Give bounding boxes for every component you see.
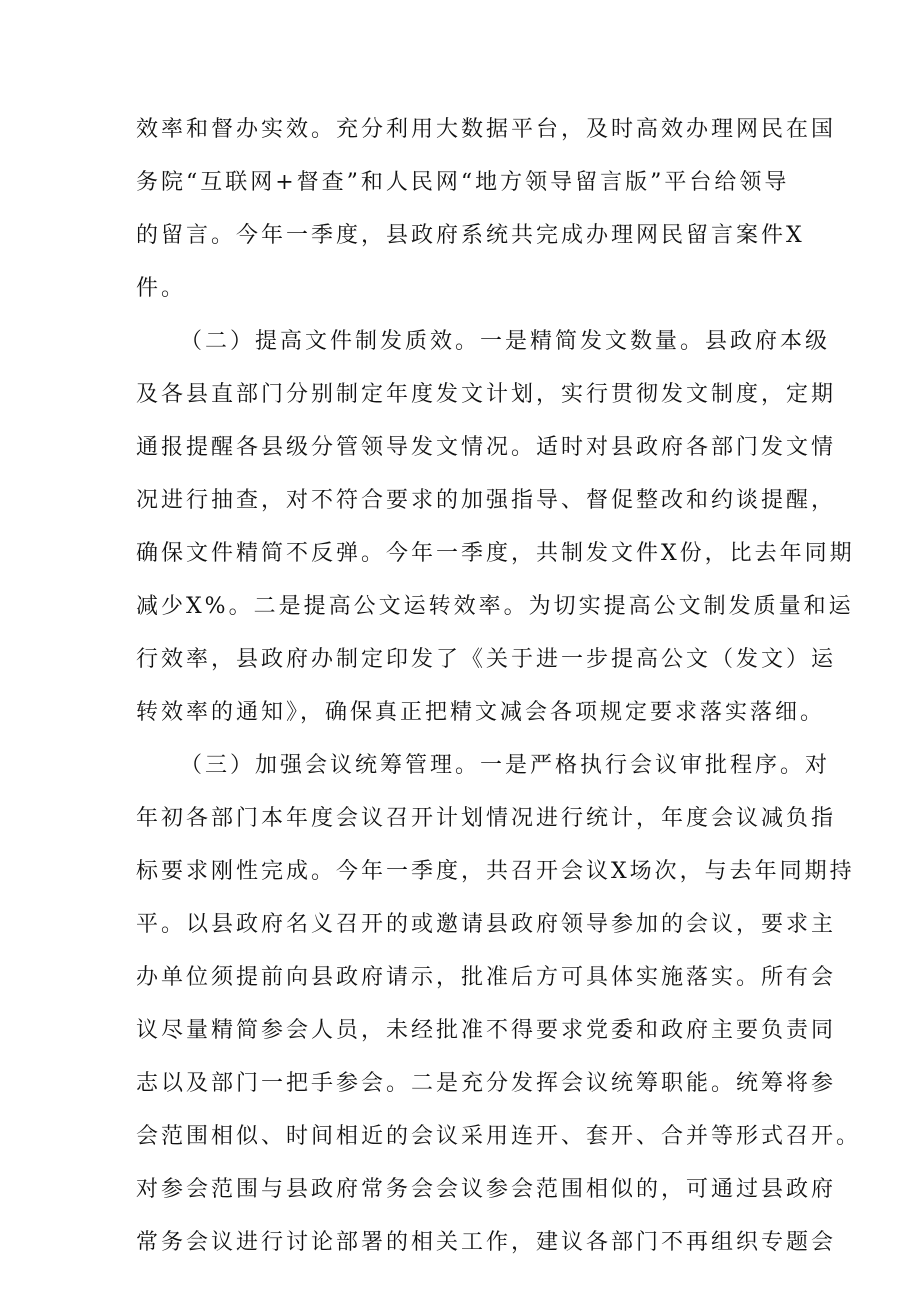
text-line: 平。以县政府名义召开的或邀请县政府领导参加的会议，要求主 bbox=[136, 912, 837, 937]
text-line: 常务会议进行讨论部署的相关工作，建议各部门不再组织专题会 bbox=[136, 1230, 837, 1255]
text-line: 行效率，县政府办制定印发了《关于进一步提高公文（发文）运 bbox=[136, 647, 837, 672]
section-heading-line: （三）加强会议统筹管理。一是严格执行会议审批程序。对 bbox=[180, 753, 831, 778]
text-line: 议尽量精简参会人员，未经批准不得要求党委和政府主要负责同 bbox=[136, 1018, 837, 1043]
text-line: 务院“互联网+督查”和人民网“地方领导留言版”平台给领导 bbox=[136, 170, 790, 195]
text-line: 志以及部门一把手参会。二是充分发挥会议统筹职能。统筹将参 bbox=[136, 1071, 837, 1096]
text-line: 年初各部门本年度会议召开计划情况进行统计，年度会议减负指 bbox=[136, 806, 837, 831]
text-line: 减少X%。二是提高公文运转效率。为切实提高公文制发质量和运 bbox=[136, 594, 854, 619]
text-line: 况进行抽查，对不符合要求的加强指导、督促整改和约谈提醒， bbox=[136, 488, 837, 513]
text-line: 标要求刚性完成。今年一季度，共召开会议X场次，与去年同期持 bbox=[136, 859, 855, 884]
text-line: 确保文件精简不反弹。今年一季度，共制发文件X份，比去年同期 bbox=[136, 541, 855, 566]
text-line: 效率和督办实效。充分利用大数据平台，及时高效办理网民在国 bbox=[136, 117, 837, 142]
section-heading-line: （二）提高文件制发质效。一是精简发文数量。县政府本级 bbox=[180, 329, 831, 354]
text-line: 件。 bbox=[136, 276, 187, 301]
text-line: 办单位须提前向县政府请示，批准后方可具体实施落实。所有会 bbox=[136, 965, 837, 990]
text-line: 通报提醒各县级分管领导发文情况。适时对县政府各部门发文情 bbox=[136, 435, 837, 460]
text-line: 对参会范围与县政府常务会会议参会范围相似的，可通过县政府 bbox=[136, 1177, 837, 1202]
text-line: 转效率的通知》，确保真正把精文减会各项规定要求落实落细。 bbox=[136, 700, 826, 725]
text-line: 及各县直部门分别制定年度发文计划，实行贯彻发文制度，定期 bbox=[136, 382, 837, 407]
text-line: 的留言。今年一季度，县政府系统共完成办理网民留言案件X bbox=[136, 223, 805, 248]
text-line: 会范围相似、时间相近的会议采用连开、套开、合并等形式召开。 bbox=[136, 1124, 862, 1149]
